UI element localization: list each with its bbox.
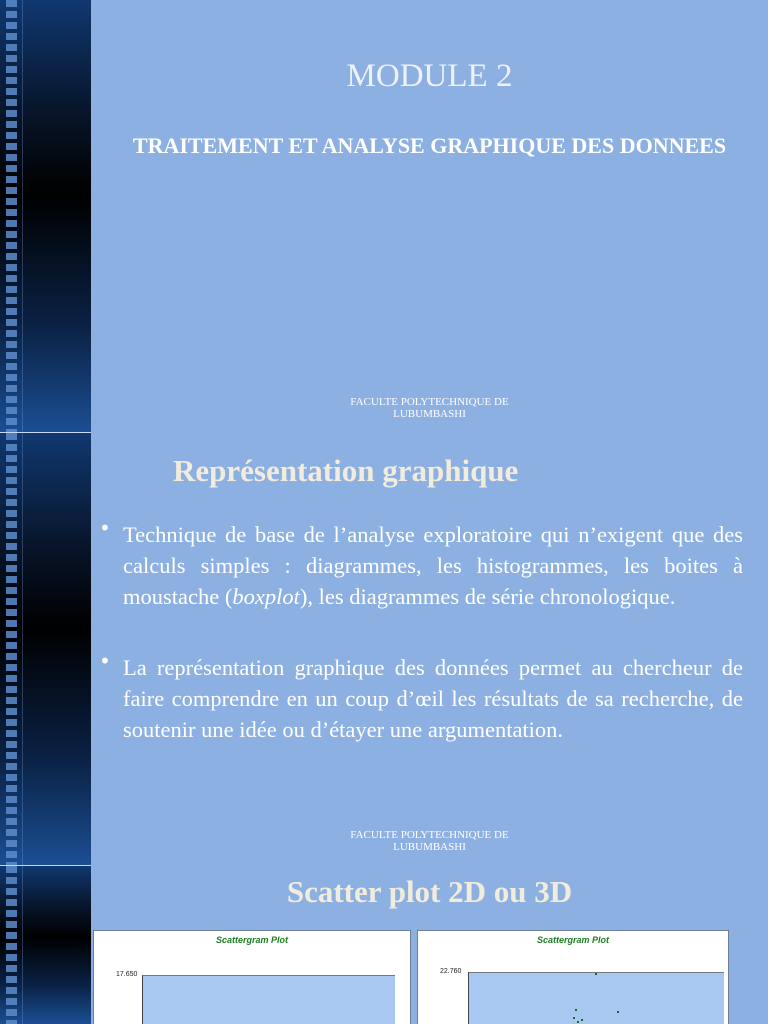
bullet-text-part: ), les diagrammes de série chronologique. [299,584,676,609]
film-line [22,433,23,866]
slide-1-content [91,0,768,433]
footer-line-2: LUBUMBASHI [393,408,466,420]
film-holes [6,0,17,433]
bullet-dot-icon: • [99,649,111,673]
bullet-item [99,516,743,612]
slide-1-footer [91,396,768,420]
plot-title: Scattergram Plot [536,935,610,945]
y-tick-label: 17.650 [116,971,138,978]
scatter-point [617,1011,619,1013]
slide-3 [0,866,768,1024]
bullet-text-italic: boxplot [232,584,300,609]
filmstrip-decoration [0,0,91,433]
filmstrip-decoration [0,866,91,1024]
film-line [22,866,23,1024]
scatter-point [573,1017,575,1019]
slide-2 [0,433,768,866]
footer-line-1: FACULTE POLYTECHNIQUE DE [350,829,509,841]
scatter-plot-image-right [417,930,729,1024]
filmstrip-decoration [0,433,91,866]
film-holes [6,433,17,866]
plot-area [468,972,724,1024]
bullet-text [123,519,743,612]
bullet-dot-icon: • [99,516,111,540]
y-tick-label: 22.760 [440,968,462,975]
module-subtitle: TRAITEMENT ET ANALYSE GRAPHIQUE DES DONNEES [132,133,727,158]
scatter-point [595,973,597,975]
section-title: Scatter plot 2D ou 3D [286,874,573,909]
film-holes [6,866,17,1024]
slide-3-content [91,866,768,1024]
scatter-point [581,1019,583,1021]
section-title: Représentation graphique [173,453,519,488]
bullet-text-part: Technique de base de l’analyse exploratoire qui n’exigent que des calculs simples : diagrammes, les histogrammes, les boites à moustache ( [123,522,743,609]
module-title: MODULE 2 [346,58,513,94]
bullet-list [99,516,743,785]
slide-2-content [91,433,768,866]
footer-line-2: LUBUMBASHI [393,841,466,853]
plot-title: Scattergram Plot [215,935,289,945]
slide-1 [0,0,768,433]
bullet-item [99,649,743,745]
slide-2-footer [91,829,768,853]
bullet-text: La représentation graphique des données permet au chercheur de faire comprendre en un coup d’œil les résultats de sa recherche, de soutenir une idée ou d’étayer une argumentation. [123,655,743,742]
footer-line-1: FACULTE POLYTECHNIQUE DE [350,396,509,408]
scatter-point [577,1021,579,1023]
scatter-point [575,1009,577,1011]
plot-area [142,975,395,1024]
scatter-plot-image-left [93,930,411,1024]
film-line [22,0,23,433]
